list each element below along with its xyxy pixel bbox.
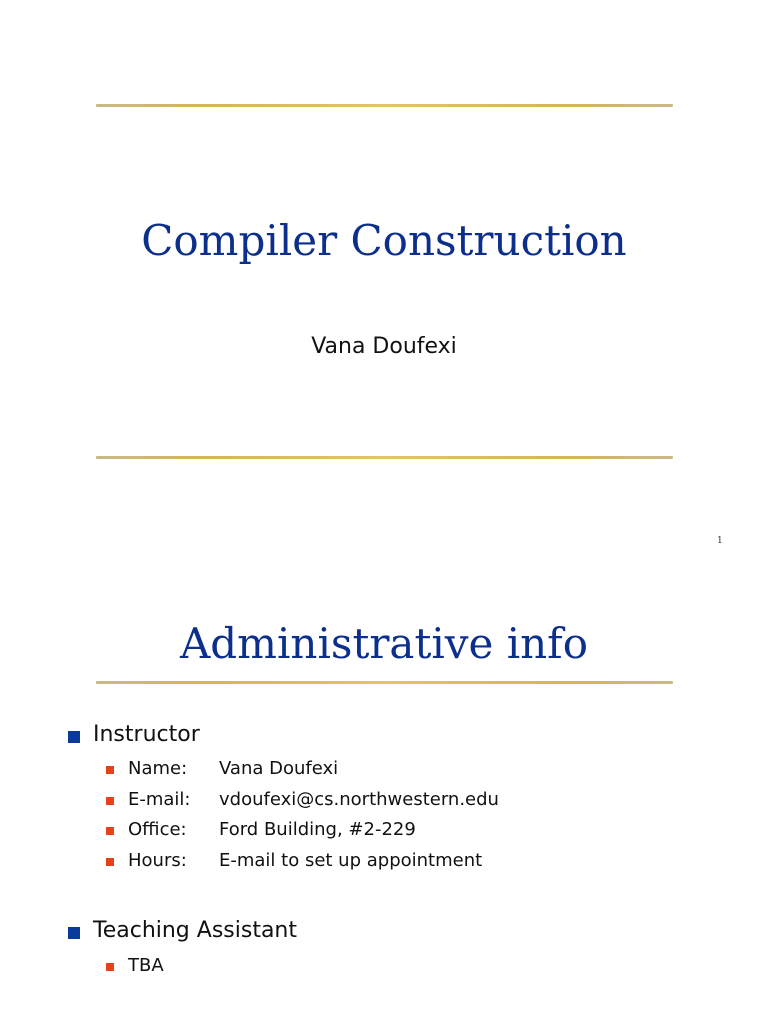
bottom-divider-line: [96, 456, 673, 459]
slide-subtitle-author: Vana Doufexi: [311, 334, 457, 359]
square-bullet-icon: [106, 963, 114, 971]
list-item-key: E-mail:: [128, 789, 191, 810]
list-item-key: TBA: [128, 955, 164, 976]
list-item-value: Ford Building, #2-229: [219, 819, 416, 840]
section-heading-instructor: Instructor: [93, 722, 200, 747]
slide-title: Administrative info: [179, 619, 589, 668]
title-divider-line: [96, 681, 673, 684]
list-item-key: Office:: [128, 819, 187, 840]
square-bullet-icon: [106, 827, 114, 835]
section-heading-teaching-assistant: Teaching Assistant: [93, 918, 297, 943]
square-bullet-icon: [68, 927, 80, 939]
page-number: 1: [717, 536, 723, 546]
top-divider-line: [96, 104, 673, 107]
square-bullet-icon: [106, 797, 114, 805]
list-item-value: Vana Doufexi: [219, 758, 339, 779]
slide-title: Compiler Construction: [141, 216, 627, 265]
list-item-key: Hours:: [128, 850, 187, 871]
list-item-value: E-mail to set up appointment: [219, 850, 483, 871]
square-bullet-icon: [68, 731, 80, 743]
square-bullet-icon: [106, 858, 114, 866]
square-bullet-icon: [106, 766, 114, 774]
list-item-key: Name:: [128, 758, 188, 779]
list-item-value: vdoufexi@cs.northwestern.edu: [219, 789, 499, 810]
